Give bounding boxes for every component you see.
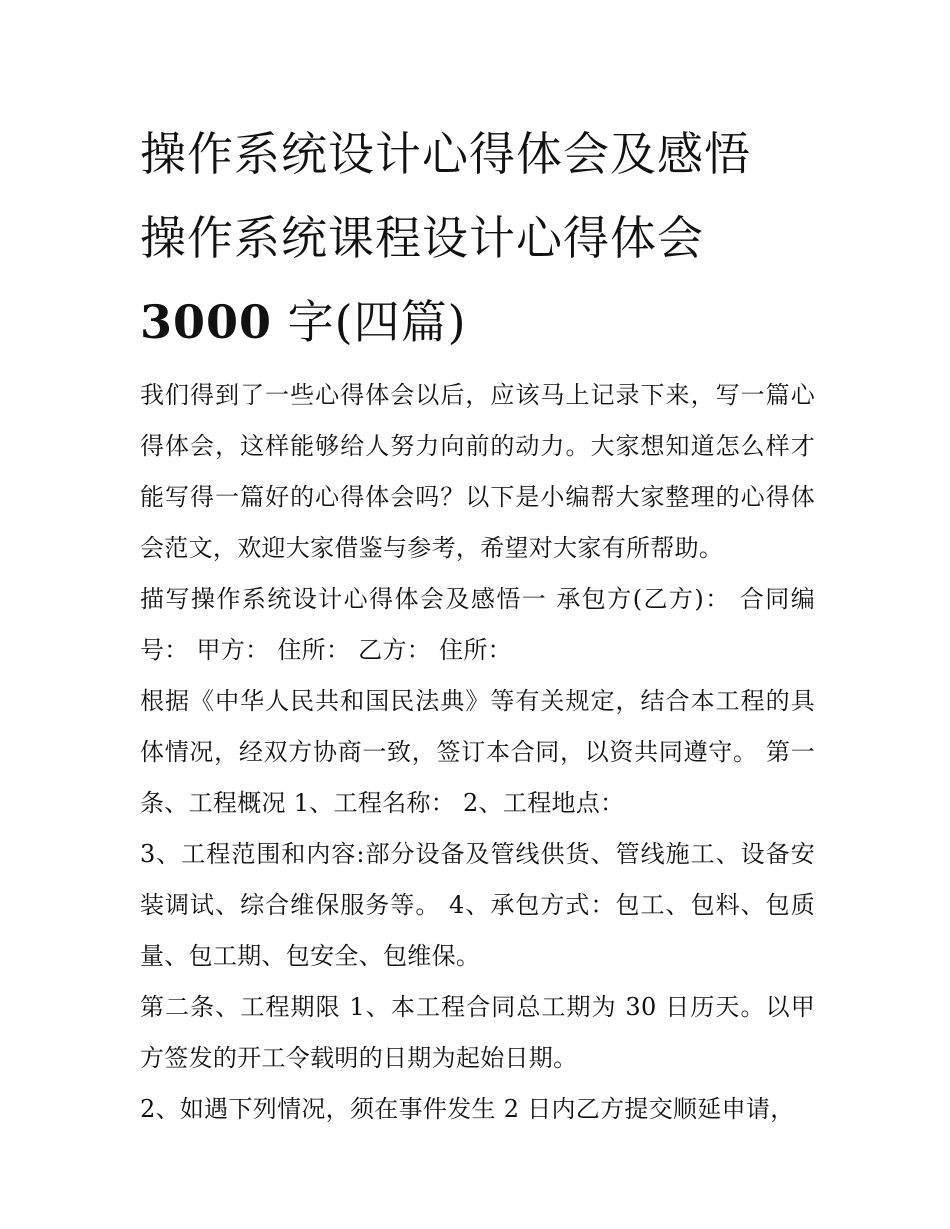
project-scope-paragraph: 3、工程范围和内容:部分设备及管线供货、管线施工、设备安装调试、综合维保服务等。 4、承包方式：包工、包料、包质量、包工期、包安全、包维保。: [140, 840, 815, 970]
document-title: [140, 112, 815, 364]
title-suffix: 字(四篇): [272, 295, 467, 349]
extension-paragraph: 2、如遇下列情况，须在事件发生 2 日内乙方提交顺延申请，: [140, 1095, 795, 1123]
title-word-count: 3000: [140, 295, 273, 349]
title-line-1: 操作系统设计心得体会及感悟: [140, 127, 751, 181]
document-page: [140, 112, 815, 1135]
contract-header-paragraph: 描写操作系统设计心得体会及感悟一 承包方(乙方)： 合同编号： 甲方： 住所： 乙方： 住所：: [140, 585, 815, 664]
title-line-3: [140, 280, 815, 364]
project-period-paragraph: 第二条、工程期限 1、本工程合同总工期为 30 日历天。以甲方签发的开工令载明的日期为起始日期。: [140, 993, 815, 1072]
contract-basis-paragraph: 根据《中华人民共和国民法典》等有关规定，结合本工程的具体情况，经双方协商一致，签订本合同，以资共同遵守。 第一条、工程概况 1、工程名称： 2、工程地点：: [140, 687, 815, 817]
intro-paragraph: 我们得到了一些心得体会以后，应该马上记录下来，写一篇心得体会，这样能够给人努力向前的动力。大家想知道怎么样才能写得一篇好的心得体会吗？以下是小编帮大家整理的心得体会范文，欢迎大家借鉴与参考，希望对大家有所帮助。: [140, 381, 815, 562]
title-line-2: 操作系统课程设计心得体会: [140, 211, 704, 265]
